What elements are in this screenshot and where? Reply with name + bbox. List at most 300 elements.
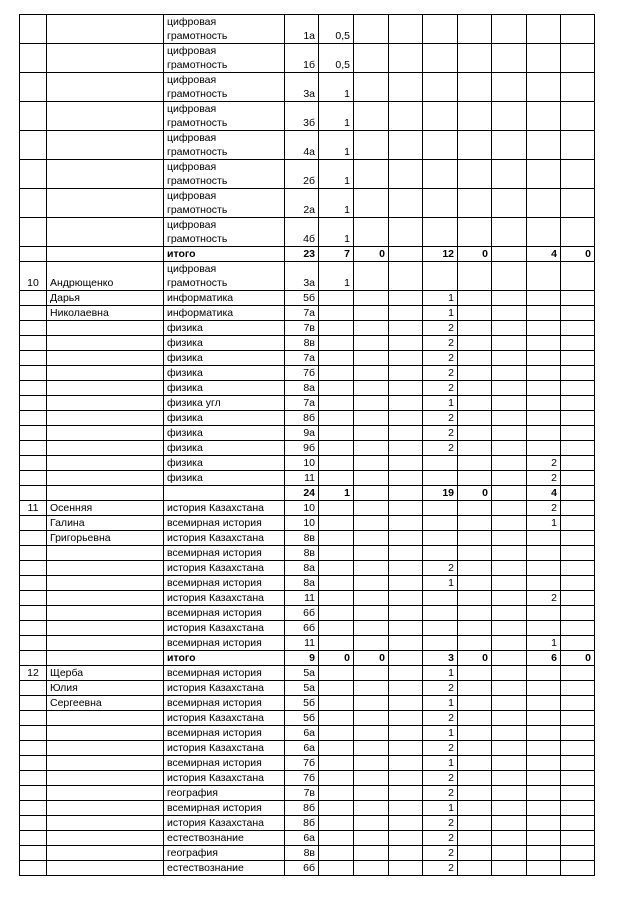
row-number-cell [20,711,47,726]
hours-col-8-cell [561,160,595,189]
subject-cell: всемирная история [164,516,285,531]
hours-col-5-cell [458,336,492,351]
table-row [20,606,595,621]
hours-col-6-cell [492,666,527,681]
subject-line: грамотность [167,59,228,71]
class-cell: 1б [285,44,319,73]
hours-col-7-cell [527,381,561,396]
hours-col-5-cell [458,531,492,546]
subject-cell: всемирная история [164,696,285,711]
teacher-name-cell [47,189,164,218]
hours-col-3-cell [389,561,423,576]
hours-col-7-cell [527,351,561,366]
hours-col-2-cell [354,816,389,831]
hours-col-5-cell [458,381,492,396]
class-cell: 8а [285,381,319,396]
hours-col-2-cell [354,44,389,73]
subject-cell: естествознание [164,861,285,876]
hours-col-7-cell [527,741,561,756]
hours-col-6-cell [492,726,527,741]
total-row [20,247,595,262]
hours-col-6-cell [492,73,527,102]
teacher-name-cell [47,801,164,816]
class-cell: 2а [285,189,319,218]
table-row [20,44,595,73]
hours-col-7-cell: 2 [527,591,561,606]
hours-col-2-cell: 0 [354,247,389,262]
hours-col-7-cell [527,756,561,771]
hours-col-2-cell [354,741,389,756]
class-cell: 2б [285,160,319,189]
hours-col-5-cell [458,44,492,73]
teacher-name-cell: Николаевна [47,306,164,321]
hours-col-1-cell [319,831,354,846]
class-cell: 8б [285,801,319,816]
teacher-name-cell [47,486,164,501]
hours-col-6-cell [492,306,527,321]
subject-line: грамотность [167,277,228,289]
workload-table [19,14,595,876]
class-cell: 9 [285,651,319,666]
subject-cell [164,262,285,291]
teacher-name-cell [47,411,164,426]
table-row [20,366,595,381]
hours-col-7-cell: 1 [527,516,561,531]
teacher-name-cell: Дарья [47,291,164,306]
row-number-cell [20,306,47,321]
hours-col-4-cell [423,15,458,44]
subject-cell: история Казахстана [164,591,285,606]
row-number-cell [20,726,47,741]
hours-col-3-cell [389,189,423,218]
hours-col-2-cell [354,831,389,846]
hours-col-2-cell [354,73,389,102]
hours-col-6-cell [492,546,527,561]
hours-col-1-cell [319,561,354,576]
subject-line: цифровая [167,74,217,86]
hours-col-5-cell [458,756,492,771]
hours-col-7-cell [527,262,561,291]
hours-col-4-cell: 2 [423,681,458,696]
hours-col-7-cell [527,861,561,876]
subject-cell: всемирная история [164,756,285,771]
table-row [20,456,595,471]
hours-col-3-cell [389,218,423,247]
row-number-cell [20,44,47,73]
hours-col-3-cell [389,516,423,531]
teacher-name-cell [47,160,164,189]
hours-col-7-cell [527,160,561,189]
class-cell: 8в [285,846,319,861]
row-number-cell [20,102,47,131]
hours-col-7-cell: 2 [527,471,561,486]
hours-col-1-cell: 1 [319,189,354,218]
hours-col-1-cell: 1 [319,102,354,131]
hours-col-5-cell [458,351,492,366]
row-number-cell [20,786,47,801]
subject-cell: физика угл [164,396,285,411]
hours-col-6-cell [492,441,527,456]
hours-col-4-cell: 1 [423,801,458,816]
hours-col-1-cell [319,666,354,681]
subject-line: цифровая [167,263,217,275]
hours-col-5-cell [458,441,492,456]
hours-col-6-cell [492,381,527,396]
subject-cell [164,160,285,189]
teacher-name-cell [47,771,164,786]
teacher-name-cell [47,471,164,486]
hours-col-7-cell [527,291,561,306]
hours-col-4-cell [423,636,458,651]
table-row [20,131,595,160]
hours-col-3-cell [389,816,423,831]
subject-cell: история Казахстана [164,531,285,546]
table-row [20,696,595,711]
row-number-cell [20,576,47,591]
subject-cell [164,189,285,218]
subject-cell: история Казахстана [164,771,285,786]
hours-col-2-cell [354,456,389,471]
hours-col-5-cell [458,816,492,831]
teacher-name-cell [47,651,164,666]
hours-col-6-cell [492,501,527,516]
hours-col-6-cell [492,351,527,366]
class-cell: 8а [285,561,319,576]
table-row [20,102,595,131]
subject-line: цифровая [167,16,217,28]
hours-col-3-cell [389,636,423,651]
hours-col-6-cell [492,456,527,471]
hours-col-3-cell [389,44,423,73]
hours-col-2-cell: 0 [354,651,389,666]
hours-col-4-cell: 2 [423,831,458,846]
teacher-name-cell: Щерба [47,666,164,681]
hours-col-4-cell [423,189,458,218]
hours-col-7-cell [527,771,561,786]
row-number-cell [20,846,47,861]
subject-cell [164,218,285,247]
table-row [20,801,595,816]
hours-col-5-cell [458,681,492,696]
hours-col-7-cell: 4 [527,247,561,262]
table-row [20,426,595,441]
subject-cell: физика [164,471,285,486]
class-cell: 9а [285,426,319,441]
class-cell: 6а [285,726,319,741]
hours-col-6-cell [492,531,527,546]
hours-col-4-cell [423,262,458,291]
hours-col-1-cell: 1 [319,160,354,189]
hours-col-4-cell: 1 [423,291,458,306]
hours-col-4-cell: 2 [423,771,458,786]
hours-col-3-cell [389,591,423,606]
row-number-cell: 12 [20,666,47,681]
table-row [20,756,595,771]
table-body [20,15,595,876]
hours-col-3-cell [389,771,423,786]
hours-col-6-cell [492,756,527,771]
subject-line: грамотность [167,146,228,158]
row-number-cell [20,381,47,396]
class-cell: 10 [285,501,319,516]
table-row [20,846,595,861]
hours-col-2-cell [354,636,389,651]
table-row [20,396,595,411]
class-cell: 24 [285,486,319,501]
table-row [20,262,595,291]
hours-col-3-cell [389,621,423,636]
hours-col-8-cell [561,102,595,131]
total-row [20,486,595,501]
hours-col-2-cell [354,102,389,131]
class-cell: 6а [285,741,319,756]
subject-cell [164,486,285,501]
hours-col-3-cell [389,456,423,471]
row-number-cell [20,516,47,531]
hours-col-7-cell [527,441,561,456]
teacher-name-cell [47,606,164,621]
hours-col-4-cell: 2 [423,846,458,861]
hours-col-2-cell [354,218,389,247]
hours-col-5-cell [458,546,492,561]
teacher-name-cell [47,621,164,636]
teacher-name-cell [47,786,164,801]
hours-col-8-cell [561,846,595,861]
subject-cell: история Казахстана [164,741,285,756]
hours-col-3-cell [389,336,423,351]
class-cell: 23 [285,247,319,262]
subject-line: цифровая [167,103,217,115]
row-number-cell [20,651,47,666]
row-number-cell [20,218,47,247]
teacher-name-cell [47,336,164,351]
hours-col-4-cell: 1 [423,726,458,741]
hours-col-5-cell [458,73,492,102]
hours-col-8-cell [561,411,595,426]
hours-col-3-cell [389,366,423,381]
hours-col-7-cell [527,711,561,726]
hours-col-1-cell: 1 [319,131,354,160]
subject-line: грамотность [167,30,228,42]
subject-cell: история Казахстана [164,561,285,576]
hours-col-7-cell [527,73,561,102]
hours-col-3-cell [389,291,423,306]
row-number-cell [20,831,47,846]
subject-line: цифровая [167,161,217,173]
subject-cell: география [164,846,285,861]
hours-col-6-cell [492,846,527,861]
hours-col-8-cell [561,471,595,486]
class-cell: 7б [285,756,319,771]
subject-cell: физика [164,351,285,366]
hours-col-6-cell [492,15,527,44]
hours-col-3-cell [389,741,423,756]
hours-col-6-cell [492,696,527,711]
hours-col-5-cell [458,636,492,651]
hours-col-4-cell: 1 [423,756,458,771]
table-row [20,218,595,247]
row-number-cell [20,336,47,351]
hours-col-5-cell [458,666,492,681]
subject-cell: физика [164,381,285,396]
hours-col-7-cell [527,131,561,160]
hours-col-4-cell [423,131,458,160]
hours-col-1-cell [319,711,354,726]
hours-col-6-cell [492,336,527,351]
hours-col-1-cell [319,756,354,771]
hours-col-1-cell [319,681,354,696]
hours-col-6-cell [492,711,527,726]
row-number-cell [20,456,47,471]
row-number-cell [20,606,47,621]
hours-col-2-cell [354,546,389,561]
hours-col-8-cell [561,262,595,291]
row-number-cell [20,160,47,189]
hours-col-8-cell [561,73,595,102]
hours-col-8-cell [561,501,595,516]
hours-col-8-cell [561,321,595,336]
teacher-name-cell [47,396,164,411]
hours-col-5-cell [458,726,492,741]
subject-cell: физика [164,411,285,426]
hours-col-1-cell: 0,5 [319,44,354,73]
hours-col-6-cell [492,411,527,426]
hours-col-1-cell [319,516,354,531]
hours-col-4-cell: 1 [423,696,458,711]
subject-line: цифровая [167,132,217,144]
hours-col-7-cell [527,321,561,336]
teacher-name-cell [47,636,164,651]
table-row [20,591,595,606]
hours-col-8-cell [561,756,595,771]
hours-col-2-cell [354,411,389,426]
hours-col-6-cell [492,218,527,247]
hours-col-4-cell: 3 [423,651,458,666]
hours-col-3-cell [389,381,423,396]
table-row [20,291,595,306]
subject-cell: всемирная история [164,726,285,741]
hours-col-8-cell [561,696,595,711]
hours-col-5-cell [458,102,492,131]
row-number-cell [20,291,47,306]
hours-col-8-cell [561,816,595,831]
hours-col-1-cell [319,726,354,741]
subject-cell: информатика [164,291,285,306]
hours-col-4-cell: 12 [423,247,458,262]
hours-col-5-cell: 0 [458,486,492,501]
subject-line: цифровая [167,219,217,231]
hours-col-1-cell [319,336,354,351]
hours-col-7-cell [527,102,561,131]
subject-cell: физика [164,336,285,351]
hours-col-5-cell [458,131,492,160]
class-cell: 7а [285,396,319,411]
row-number-cell: 11 [20,501,47,516]
hours-col-8-cell [561,576,595,591]
hours-col-1-cell [319,456,354,471]
total-row [20,651,595,666]
hours-col-2-cell [354,321,389,336]
hours-col-6-cell [492,486,527,501]
hours-col-5-cell [458,426,492,441]
hours-col-8-cell [561,15,595,44]
teacher-name-cell [47,44,164,73]
hours-col-5-cell [458,741,492,756]
teacher-name-cell [47,726,164,741]
hours-col-7-cell [527,576,561,591]
hours-col-6-cell [492,816,527,831]
hours-col-6-cell [492,366,527,381]
hours-col-5-cell [458,696,492,711]
class-cell: 4а [285,131,319,160]
subject-line: грамотность [167,204,228,216]
subject-cell [164,131,285,160]
table-row [20,411,595,426]
hours-col-2-cell [354,381,389,396]
hours-col-7-cell: 2 [527,501,561,516]
hours-col-7-cell [527,411,561,426]
hours-col-6-cell [492,801,527,816]
hours-col-3-cell [389,471,423,486]
hours-col-7-cell [527,726,561,741]
class-cell: 7в [285,786,319,801]
hours-col-2-cell [354,786,389,801]
row-number-cell [20,561,47,576]
hours-col-6-cell [492,591,527,606]
hours-col-6-cell [492,262,527,291]
subject-cell [164,15,285,44]
hours-col-6-cell [492,636,527,651]
hours-col-2-cell [354,606,389,621]
hours-col-8-cell [561,546,595,561]
teacher-name-cell [47,456,164,471]
hours-col-4-cell: 2 [423,816,458,831]
hours-col-3-cell [389,861,423,876]
hours-col-8-cell [561,726,595,741]
hours-col-7-cell [527,816,561,831]
table-row [20,861,595,876]
table-row [20,321,595,336]
table-row [20,831,595,846]
hours-col-1-cell [319,321,354,336]
hours-col-4-cell: 1 [423,396,458,411]
hours-col-5-cell [458,561,492,576]
hours-col-5-cell [458,576,492,591]
hours-col-7-cell [527,366,561,381]
hours-col-7-cell [527,681,561,696]
hours-col-2-cell [354,351,389,366]
teacher-name-cell [47,131,164,160]
teacher-name-cell [47,381,164,396]
hours-col-3-cell [389,426,423,441]
hours-col-2-cell [354,531,389,546]
hours-col-3-cell [389,351,423,366]
hours-col-8-cell [561,561,595,576]
hours-col-7-cell [527,696,561,711]
hours-col-7-cell [527,606,561,621]
hours-col-1-cell [319,846,354,861]
hours-col-5-cell [458,321,492,336]
class-cell: 7в [285,321,319,336]
hours-col-6-cell [492,321,527,336]
subject-cell: информатика [164,306,285,321]
class-cell: 5а [285,666,319,681]
hours-col-5-cell [458,771,492,786]
hours-col-6-cell [492,44,527,73]
table-row [20,73,595,102]
hours-col-8-cell [561,456,595,471]
hours-col-5-cell [458,15,492,44]
